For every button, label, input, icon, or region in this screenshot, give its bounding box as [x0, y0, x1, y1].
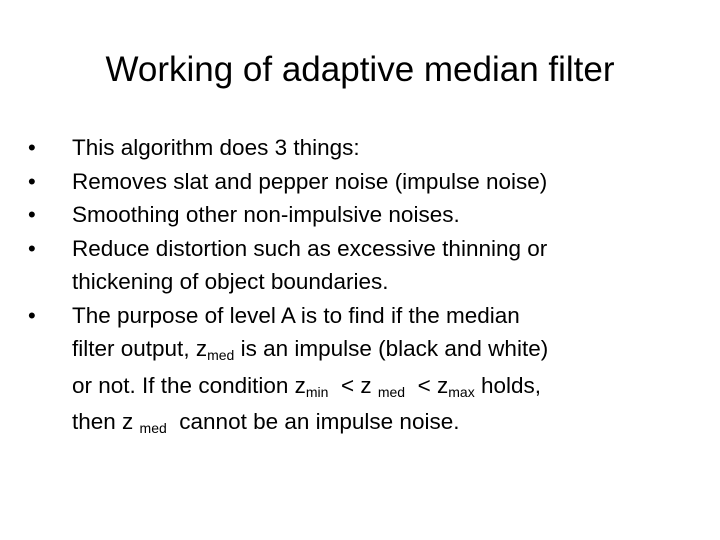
subscript-min: min	[305, 383, 329, 400]
subscript-med: med	[377, 383, 406, 400]
bullet-text-line	[72, 405, 688, 442]
subscript-med: med	[139, 420, 167, 436]
bullet-text-line: The purpose of level A is to find if the median	[72, 302, 520, 328]
bullet-text: This algorithm does 3 things:	[72, 135, 360, 160]
text-segment: holds,	[474, 372, 541, 398]
bullet-dot: •	[28, 135, 36, 160]
bullet-item	[28, 232, 688, 299]
bullet-item	[28, 198, 688, 232]
bullet-text-line	[72, 332, 688, 369]
text-segment: or not. If the condition z	[72, 372, 306, 398]
bullet-text: Smoothing other non-impulsive noises.	[72, 202, 460, 227]
subscript-max: max	[448, 383, 475, 400]
slide-title: Working of adaptive median filter	[105, 50, 615, 89]
bullet-text-line	[72, 369, 688, 406]
bullet-text: Removes slat and pepper noise (impulse noise)	[72, 168, 548, 194]
bullet-text-line: thickening of object boundaries.	[72, 269, 389, 294]
text-segment: filter output, z	[72, 336, 208, 361]
text-segment: < z	[328, 372, 378, 398]
bullet-item	[28, 299, 688, 442]
text-segment: is an impulse (black and white)	[234, 336, 549, 361]
subscript-med: med	[207, 347, 235, 363]
bullet-list	[28, 131, 688, 442]
text-segment: < z	[405, 372, 449, 398]
bullet-item	[28, 165, 688, 199]
bullet-dot: •	[28, 202, 36, 227]
bullet-dot: •	[28, 235, 36, 261]
text-segment: then z	[72, 409, 140, 434]
bullet-dot: •	[28, 168, 36, 194]
bullet-text-line: Reduce distortion such as excessive thinning or	[72, 235, 548, 261]
bullet-item	[28, 131, 688, 165]
text-segment: cannot be an impulse noise.	[166, 409, 460, 434]
bullet-dot: •	[28, 302, 36, 328]
